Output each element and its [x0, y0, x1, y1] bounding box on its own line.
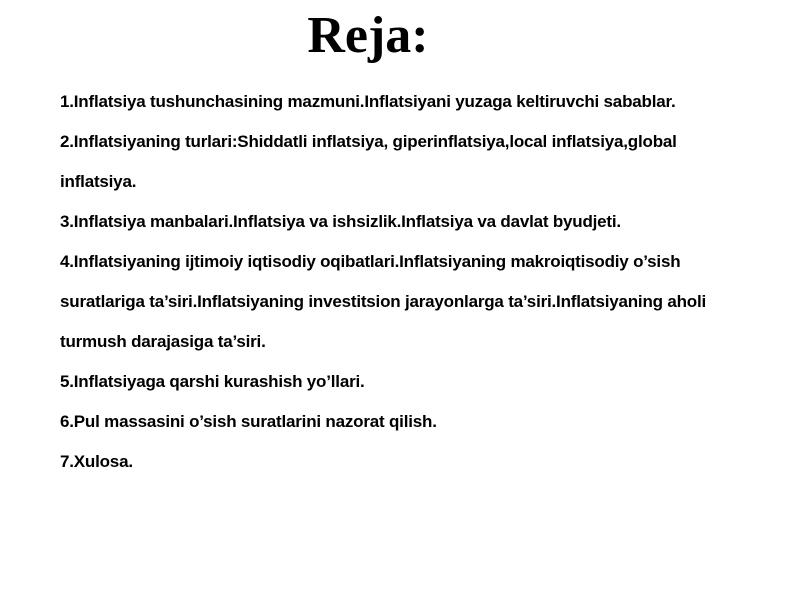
page-title: Reja: — [307, 7, 429, 64]
list-item: 3.Inflatsiya manbalari.Inflatsiya va ishsizlik.Inflatsiya va davlat byudjeti. — [60, 212, 621, 231]
list-item: 1.Inflatsiya tushunchasining mazmuni.Inflatsiyani yuzaga keltiruvchi sabablar. — [60, 92, 676, 111]
list-item: 6.Pul massasini o’sish suratlarini nazorat qilish. — [60, 412, 437, 431]
list-item: 2.Inflatsiyaning turlari:Shiddatli inflatsiya, giperinflatsiya,local inflatsiya,global inflatsiya. — [60, 132, 677, 191]
list-item: 5.Inflatsiyaga qarshi kurashish yo’llari. — [60, 372, 365, 391]
list-item: 7.Xulosa. — [60, 452, 133, 471]
plan-list — [60, 82, 750, 482]
list-item: 4.Inflatsiyaning ijtimoiy iqtisodiy oqibatlari.Inflatsiyaning makroiqtisodiy o’sish suratlariga ta’siri.Inflatsiyaning investitsion jarayonlarga ta’siri.Inflatsiyaning aholi turmush darajasiga ta’siri. — [60, 252, 707, 351]
